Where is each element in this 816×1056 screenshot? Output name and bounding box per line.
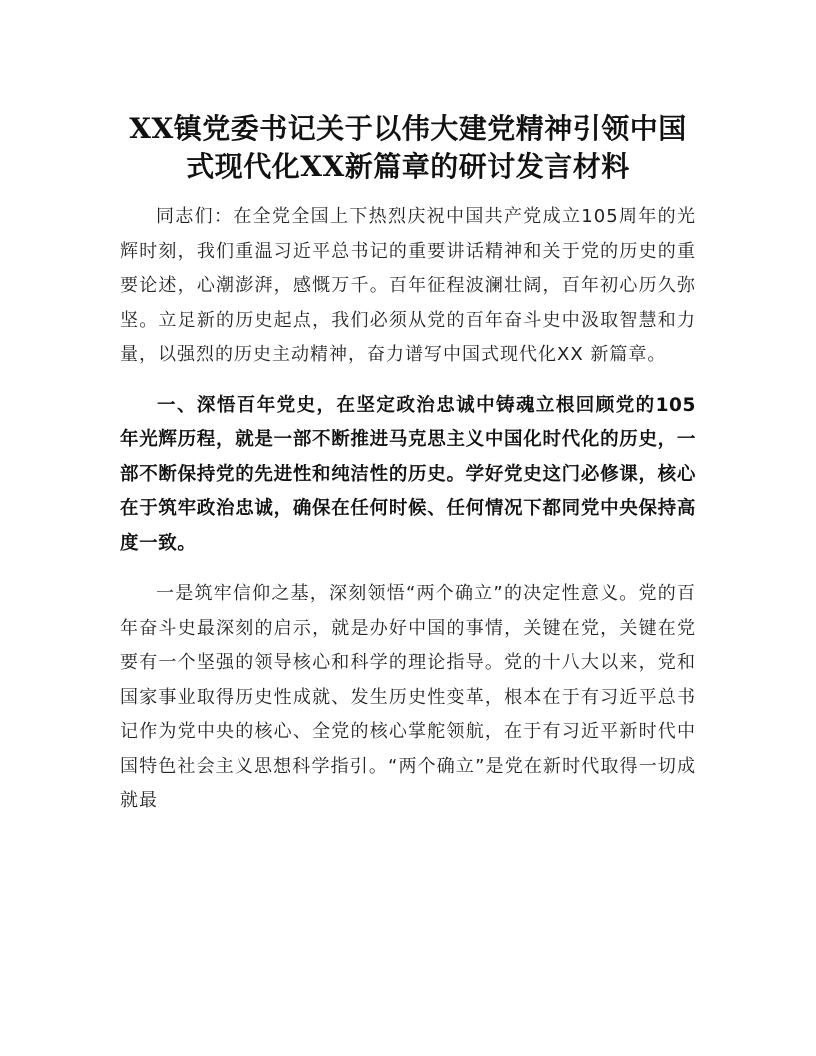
section-heading-paragraph: 一、深悟百年党史，在坚定政治忠诚中铸魂立根回顾党的105 年光辉历程，就是一部不断推进马克思主义中国化时代化的历史，一部不断保持党的先进性和纯洁性的历史。学好党史这门必修课，核心在于筑牢政治忠诚，确保在任何时候、任何情况下都同党中央保持高度一致。 [120, 394, 696, 554]
document-title: XX镇党委书记关于以伟大建党精神引领中国式现代化XX新篇章的研讨发言材料 [129, 112, 687, 183]
opening-paragraph: 同志们：在全党全国上下热烈庆祝中国共产党成立105周年的光辉时刻，我们重温习近平总书记的重要讲话精神和关于党的历史的重要论述，心潮澎湃，感慨万千。百年征程波澜壮阔，百年初心历久弥坚。立足新的历史起点，我们必须从党的百年奋斗史中汲取智慧和力量，以强烈的历史主动精神，奋力谱写中国式现代化XX 新篇章。 [120, 206, 696, 365]
body-paragraph: 一是筑牢信仰之基，深刻领悟“两个确立”的决定性意义。党的百年奋斗史最深刻的启示，就是办好中国的事情，关键在党，关键在党要有一个坚强的领导核心和科学的理论指导。党的十八大以来，党和国家事业取得历史性成就、发生历史性变革，根本在于有习近平总书记作为党中央的核心、全党的核心掌舵领航，在于有习近平新时代中国特色社会主义思想科学指引。“两个确立”是党在新时代取得一切成就最 [120, 583, 696, 811]
document-page [120, 110, 696, 819]
